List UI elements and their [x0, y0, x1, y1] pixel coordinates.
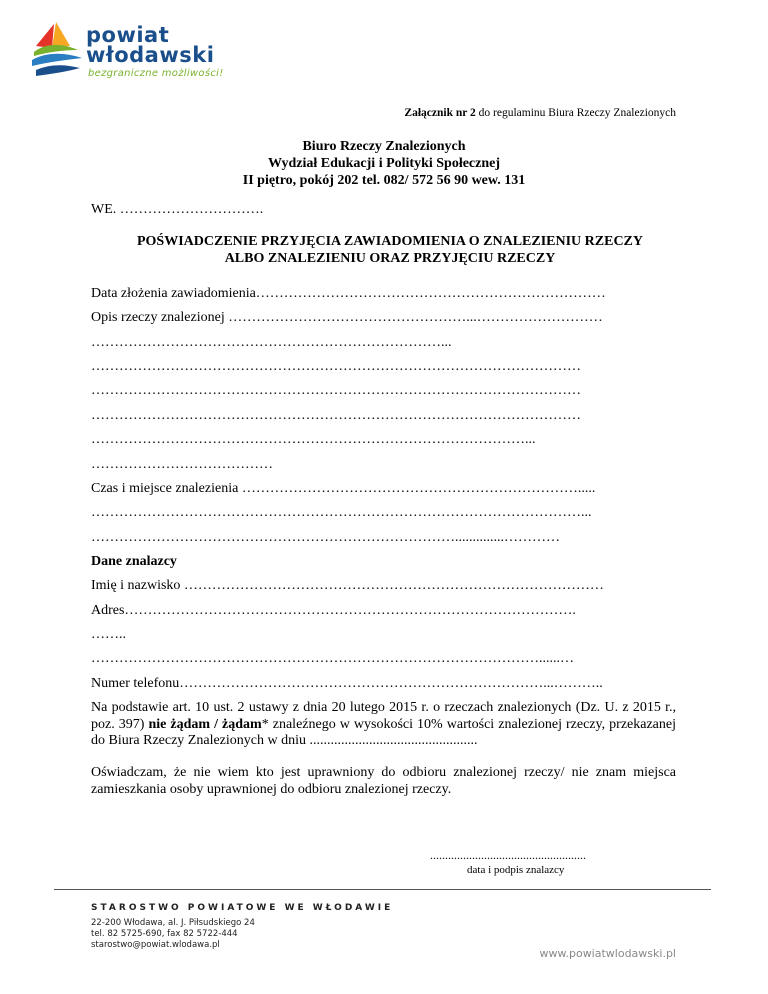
office-contact: II piętro, pokój 202 tel. 082/ 572 56 90 wew. 131: [242, 173, 526, 188]
attachment-note: [404, 107, 676, 119]
office-department: Wydział Edukacji i Polityki Społecznej: [267, 156, 501, 171]
footer-title: STAROSTWO POWIATOWE WE WŁODAWIE: [91, 903, 394, 913]
declaration-paragraph: Oświadczam, że nie wiem kto jest uprawniony do odbioru znalezionej rzeczy/ nie znam miejsca zamieszkania osoby uprawnionej do odbioru znalezionej rzeczy.: [91, 765, 676, 797]
phone-field: Numer telefonu……………………………………………………………………...………..: [91, 676, 603, 691]
fee-choice: nie żądam / żądam: [148, 716, 262, 732]
footer-address: 22-200 Włodawa, al. J. Piłsudskiego 24: [91, 918, 255, 928]
office-name: Biuro Rzeczy Znalezionych: [302, 139, 466, 154]
description-line: ……………………………………………………………………………………………: [91, 359, 581, 374]
we-line: WE. ………………………….: [91, 202, 264, 217]
signature-line: ....................................................: [430, 848, 586, 862]
time-place-line: ……………………………………………………………………..............…………: [91, 530, 560, 545]
legal-text: Na podstawie art. 10 ust. 2 ustawy z dnia 20 lutego 2015 r. o rzeczach znalezionych (Dz. U. z 2015 r., poz. 397): [91, 700, 676, 732]
address-line: ……..: [91, 627, 126, 642]
logo-slogan: bezgraniczne możliwości!: [88, 68, 224, 79]
title-line-1: POŚWIADCZENIE PRZYJĘCIA ZAWIADOMIENIA O ZNALEZIENIU RZECZY: [136, 234, 644, 249]
time-place-line: ……………………………………………………………………………………………...: [91, 505, 592, 520]
description-line: ……………………………………………………………………………………………: [91, 383, 581, 398]
logo-emblem-icon: [30, 20, 86, 82]
footer-divider: [54, 889, 711, 890]
legal-paragraph: [91, 700, 676, 750]
time-place-field: Czas i miejsce znalezienia ……………………………………………………………….....: [91, 481, 596, 496]
document-title: [80, 233, 700, 267]
office-header: [0, 138, 768, 189]
logo-text-powiat: powiat: [86, 23, 170, 47]
finder-heading: Dane znalazcy: [91, 554, 177, 569]
date-field: Data złożenia zawiadomienia…………………………………………………………………: [91, 286, 606, 301]
description-line: …………………………………………………………………...: [91, 335, 452, 350]
footer-email: starostwo@powiat.wlodawa.pl: [91, 940, 220, 950]
address-field: Adres…………………………………………………………………………………….: [91, 603, 576, 618]
description-line: …………………………………………………………………………………...: [91, 432, 536, 447]
name-field: Imię i nazwisko ………………………………………………………………………………: [91, 578, 604, 593]
attachment-text: do regulaminu Biura Rzeczy Znalezionych: [475, 107, 676, 119]
logo: [30, 20, 230, 82]
attachment-label: Załącznik nr 2: [404, 107, 476, 119]
legal-text-rest: * znaleźnego w wysokości 10% wartości znalezionej rzeczy, przekazanej do Biura Rzeczy Znalezionych w dniu ................................................: [91, 716, 676, 748]
signature-label: data i podpis znalazcy: [467, 864, 565, 876]
address-line: ……………………………………………………………………………………......…: [91, 651, 574, 666]
title-line-2: ALBO ZNALEZIENIU ORAZ PRZYJĘCIU RZECZY: [224, 251, 556, 266]
footer-website: www.powiatwlodawski.pl: [539, 947, 676, 960]
footer-phones: tel. 82 5725-690, fax 82 5722-444: [91, 929, 238, 939]
description-line: …………………………………: [91, 457, 273, 472]
description-line: ……………………………………………………………………………………………: [91, 408, 581, 423]
logo-text-wlodawski: włodawski: [86, 43, 215, 67]
description-field: Opis rzeczy znalezionej ……………………………………………...………………………: [91, 310, 603, 325]
